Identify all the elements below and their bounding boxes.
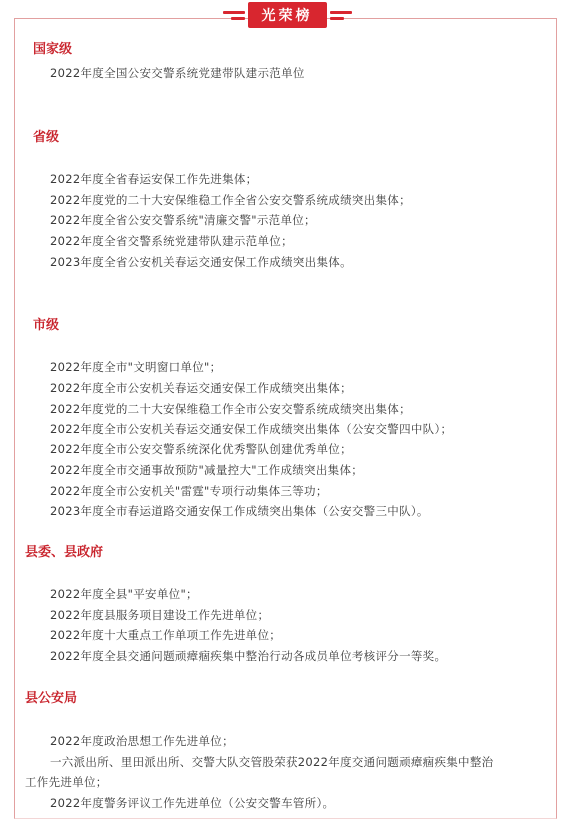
list-item: 2023年度全省公安机关春运交通安保工作成绩突出集体。 bbox=[50, 255, 352, 269]
list-item: 2022年度全县交通问题顽瘴痼疾集中整治行动各成员单位考核评分一等奖。 bbox=[50, 649, 447, 663]
category-municipal: 市级 bbox=[33, 318, 60, 333]
list-item: 2022年度全市公安机关春运交通安保工作成绩突出集体（公安交警四中队）； bbox=[50, 422, 453, 436]
list-item: 2022年度全县"平安单位"； bbox=[50, 587, 198, 601]
list-item: 2022年度警务评议工作先进单位（公安交警车管所）。 bbox=[50, 796, 335, 810]
list-item: 2022年度党的二十大安保维稳工作全省公安交警系统成绩突出集体； bbox=[50, 193, 411, 207]
header bbox=[0, 0, 574, 30]
page-title: 光荣榜 bbox=[248, 2, 327, 28]
list-item: 2022年度全市"文明窗口单位"； bbox=[50, 360, 222, 374]
list-item: 一六派出所、里田派出所、交警大队交管股荣获2022年度交通问题顽瘴痼疾集中整治 bbox=[50, 755, 494, 769]
list-item: 2022年度县服务项目建设工作先进单位； bbox=[50, 608, 270, 622]
header-decor-left bbox=[223, 11, 245, 20]
list-item-continuation: 工作先进单位； bbox=[25, 775, 108, 789]
list-item: 2022年度全省春运安保工作先进集体； bbox=[50, 172, 258, 186]
list-item: 2022年度全市交通事故预防"减量控大"工作成绩突出集体； bbox=[50, 463, 364, 477]
list-item: 2022年度全市公安机关春运交通安保工作成绩突出集体； bbox=[50, 381, 352, 395]
content-frame bbox=[14, 18, 557, 819]
list-item: 2022年度全省交警系统党建带队建示范单位； bbox=[50, 234, 293, 248]
category-county-police-bureau: 县公安局 bbox=[25, 691, 78, 706]
list-item: 2022年度全市公安交警系统深化优秀警队创建优秀单位； bbox=[50, 442, 352, 456]
category-provincial: 省级 bbox=[33, 130, 60, 145]
list-item: 2022年度全省公安交警系统"清廉交警"示范单位； bbox=[50, 213, 316, 227]
list-item: 2022年度十大重点工作单项工作先进单位； bbox=[50, 628, 282, 642]
list-item: 2022年度党的二十大安保维稳工作全市公安交警系统成绩突出集体； bbox=[50, 402, 411, 416]
list-item: 2022年度政治思想工作先进单位； bbox=[50, 734, 234, 748]
category-county-government: 县委、县政府 bbox=[25, 545, 104, 560]
header-decor-right bbox=[330, 11, 352, 20]
list-item: 2022年度全市公安机关"雷霆"专项行动集体三等功； bbox=[50, 484, 328, 498]
list-item: 2023年度全市春运道路交通安保工作成绩突出集体（公安交警三中队）。 bbox=[50, 504, 429, 518]
category-national: 国家级 bbox=[33, 42, 73, 57]
list-item: 2022年度全国公安交警系统党建带队建示范单位 bbox=[50, 66, 305, 80]
